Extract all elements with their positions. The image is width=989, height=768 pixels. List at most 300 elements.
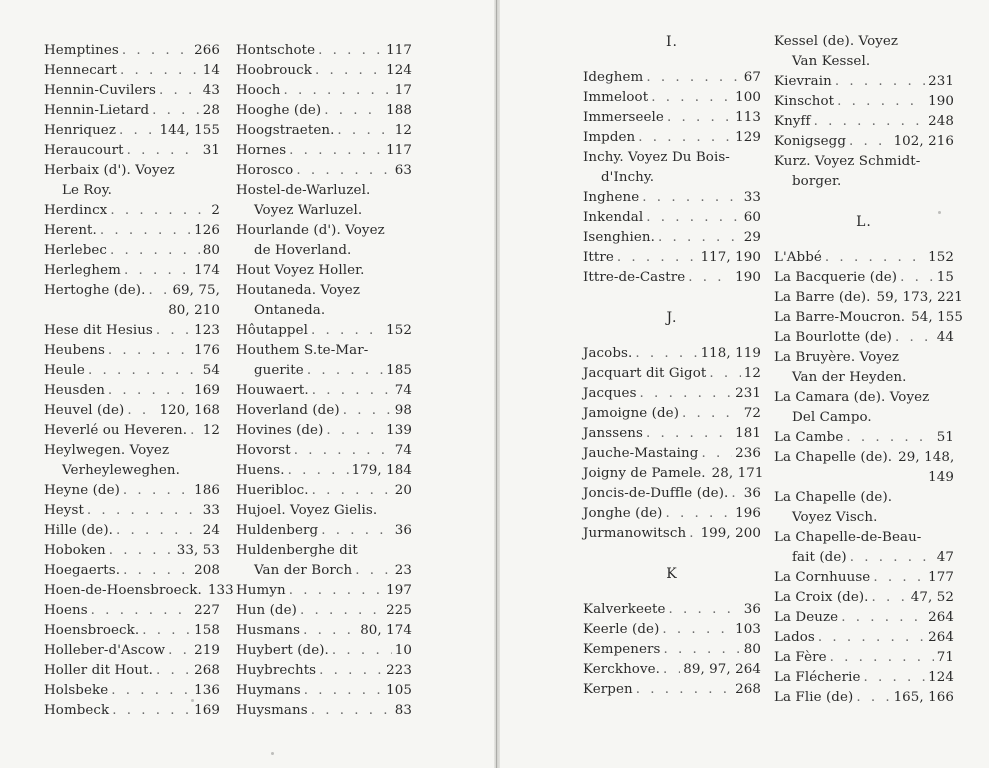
entry-name: Hoens <box>44 603 88 618</box>
index-entry <box>236 441 412 461</box>
entry-name: Heuvel (de) <box>44 403 125 418</box>
dot-leader <box>311 321 383 341</box>
entry-name: Heusden <box>44 383 105 398</box>
entry-name: Herdincx <box>44 203 108 218</box>
entry-name: Kempeners <box>583 642 661 657</box>
index-entry <box>44 201 220 221</box>
entry-name: Huybert (de). <box>236 643 329 658</box>
dot-leader <box>283 81 391 101</box>
section-heading-j: J. <box>666 310 678 326</box>
dot-leader <box>124 261 191 281</box>
entry-name: Knyff <box>774 114 811 129</box>
section-heading-k: K <box>666 566 678 582</box>
index-entry <box>774 288 963 308</box>
dot-leader <box>835 72 925 92</box>
dot-leader <box>617 248 698 268</box>
entry-pages: 231 <box>928 74 954 89</box>
book-gutter <box>494 0 500 768</box>
entry-pages: 102, 216 <box>893 134 954 149</box>
entry-name: Herent. <box>44 223 97 238</box>
entry-pages: 158 <box>194 623 220 638</box>
dot-leader <box>324 101 383 121</box>
index-entry <box>236 181 412 201</box>
dot-leader <box>289 141 383 161</box>
entry-pages: 169 <box>194 383 220 398</box>
entry-pages: 47, 52 <box>910 590 954 605</box>
dot-leader <box>109 541 174 561</box>
index-entry <box>44 341 220 361</box>
index-entry <box>236 121 412 141</box>
dot-leader <box>87 501 200 521</box>
paper-speck <box>271 752 274 755</box>
index-entry <box>774 388 954 408</box>
index-entry <box>774 132 954 152</box>
entry-pages: 176 <box>194 343 220 358</box>
entry-pages: 71 <box>936 650 954 665</box>
entry-name: Jacobs. <box>583 346 633 361</box>
entry-pages: 165, 166 <box>893 690 954 705</box>
index-entry <box>44 621 220 641</box>
index-entry <box>236 581 412 601</box>
entry-name: Inchy. Voyez Du Bois- <box>583 150 730 165</box>
entry-pages: 174 <box>194 263 220 278</box>
index-entry <box>44 461 220 481</box>
dot-leader <box>646 208 741 228</box>
entry-name: Ontaneda. <box>254 303 326 318</box>
index-entry <box>44 281 220 301</box>
index-entry <box>236 401 412 421</box>
dot-leader <box>127 141 200 161</box>
entry-name: La Bruyère. Voyez <box>774 350 900 365</box>
dot-leader <box>110 201 208 221</box>
index-entry <box>236 361 412 381</box>
dot-leader <box>311 701 392 721</box>
entry-pages: 129 <box>735 130 761 145</box>
entry-name: Inkendal <box>583 210 644 225</box>
index-entry <box>236 321 412 341</box>
dot-leader <box>646 424 732 444</box>
index-entry <box>583 444 761 464</box>
entry-name: Heyst <box>44 503 84 518</box>
left-page-column-1 <box>44 41 234 721</box>
entry-pages: 63 <box>394 163 412 178</box>
entry-name: Hennin-Cuvilers <box>44 83 156 98</box>
index-entry <box>236 141 412 161</box>
index-entry <box>774 348 954 368</box>
dot-leader <box>864 668 926 688</box>
index-entry <box>236 301 412 321</box>
entry-pages: 144, 155 <box>159 123 220 138</box>
entry-pages: 181 <box>735 426 761 441</box>
entry-name: La Flie (de) <box>774 690 854 705</box>
dot-leader <box>312 381 392 401</box>
right-page-column-1 <box>583 32 764 700</box>
index-entry <box>774 628 954 648</box>
dot-leader <box>818 628 925 648</box>
dot-leader <box>288 461 349 481</box>
index-entry <box>774 248 954 268</box>
dot-leader <box>658 228 741 248</box>
dot-leader <box>640 384 733 404</box>
index-entry <box>44 701 220 721</box>
entry-name: Hertoghe (de). <box>44 283 146 298</box>
entry-pages: 33, 53 <box>176 543 220 558</box>
index-entry <box>774 72 954 92</box>
dot-leader <box>635 344 697 364</box>
entry-name: La Camara (de). Voyez <box>774 390 930 405</box>
index-entry <box>583 68 761 88</box>
index-entry <box>774 172 954 192</box>
entry-name: Heylwegen. Voyez <box>44 443 170 458</box>
entry-pages: 268 <box>194 663 220 678</box>
entry-pages: 80 <box>202 243 220 258</box>
index-entry <box>583 504 761 524</box>
entry-name: Herbaix (d'). Voyez <box>44 163 175 178</box>
entry-name: La Chapelle-de-Beau- <box>774 530 922 545</box>
index-entry <box>774 52 954 72</box>
index-entry <box>774 468 954 488</box>
index-entry <box>236 201 412 221</box>
dot-leader <box>304 681 383 701</box>
entry-pages: 31 <box>202 143 220 158</box>
dot-leader <box>120 61 200 81</box>
entry-pages: 124 <box>928 670 954 685</box>
index-entry <box>44 561 220 581</box>
dot-leader <box>872 588 908 608</box>
index-entry <box>44 181 220 201</box>
index-entry <box>774 92 954 112</box>
index-entry <box>774 548 954 568</box>
dot-leader <box>112 701 191 721</box>
entry-name: Inghene <box>583 190 640 205</box>
index-entry <box>44 361 220 381</box>
index-entry <box>774 648 954 668</box>
index-entry <box>44 121 220 141</box>
entry-pages: 89, 97, 264 <box>683 662 761 677</box>
index-entry <box>236 481 412 501</box>
entry-pages: 223 <box>386 663 412 678</box>
entry-pages: 67 <box>743 70 761 85</box>
index-entry <box>583 208 761 228</box>
dot-leader <box>850 548 934 568</box>
paper-speck <box>191 699 194 702</box>
index-entry <box>583 484 761 504</box>
dot-leader <box>312 481 392 501</box>
dot-leader <box>315 61 383 81</box>
index-entry <box>774 668 954 688</box>
entry-pages: 60 <box>743 210 761 225</box>
dot-leader <box>319 661 383 681</box>
dot-leader <box>636 680 732 700</box>
index-entry <box>583 384 761 404</box>
entry-pages: 117 <box>386 43 412 58</box>
entry-name: Houwaert. <box>236 383 309 398</box>
entry-name: Jauche-Mastaing <box>583 446 699 461</box>
entry-name: fait (de) <box>792 550 847 565</box>
entry-name: Ideghem <box>583 70 644 85</box>
entry-pages: 36 <box>743 602 761 617</box>
index-entry <box>583 404 761 424</box>
index-entry <box>774 488 954 508</box>
entry-name: Immeloot <box>583 90 649 105</box>
dot-leader <box>651 88 732 108</box>
index-entry <box>236 701 412 721</box>
index-entry <box>583 188 761 208</box>
entry-pages: 133 <box>207 583 234 598</box>
entry-name: La Barre-Moucron. <box>774 310 906 325</box>
index-entry <box>774 408 954 428</box>
entry-name: Hooch <box>236 83 281 98</box>
dot-leader <box>300 601 383 621</box>
entry-pages: 72 <box>743 406 761 421</box>
right-page-column-2 <box>774 32 963 708</box>
index-entry <box>236 461 412 481</box>
entry-pages: 14 <box>202 63 220 78</box>
entry-name: Holleber-d'Ascow <box>44 643 166 658</box>
dot-leader <box>849 132 891 152</box>
entry-name: Hourlande (d'). Voyez <box>236 223 385 238</box>
entry-pages: 12 <box>743 366 761 381</box>
index-entry <box>44 421 220 441</box>
entry-name: d'Inchy. <box>601 170 655 185</box>
entry-name: Hombeck <box>44 703 110 718</box>
entry-name: Hoensbroeck. <box>44 623 140 638</box>
entry-pages: 80, 210 <box>168 303 220 318</box>
entry-pages: 225 <box>386 603 412 618</box>
entry-name: Huysmans <box>236 703 308 718</box>
dot-leader <box>123 481 191 501</box>
index-entry <box>236 41 412 61</box>
entry-pages: 33 <box>743 190 761 205</box>
dot-leader <box>127 401 156 421</box>
entry-pages: 28, 171 <box>711 466 764 481</box>
entry-pages: 169 <box>194 703 220 718</box>
entry-name: Hemptines <box>44 43 119 58</box>
entry-pages: 12 <box>394 123 412 138</box>
index-entry <box>774 268 954 288</box>
entry-pages: 29 <box>743 230 761 245</box>
dot-leader <box>646 68 740 88</box>
entry-pages: 248 <box>928 114 954 129</box>
entry-name: Heyne (de) <box>44 483 120 498</box>
dot-leader <box>168 641 191 661</box>
dot-leader <box>152 101 200 121</box>
dot-leader <box>355 561 392 581</box>
entry-pages: 54 <box>202 363 220 378</box>
index-entry <box>236 381 412 401</box>
entry-pages: 190 <box>735 270 761 285</box>
entry-name: Kerckhove. <box>583 662 661 677</box>
index-entry <box>44 61 220 81</box>
index-entry <box>774 568 954 588</box>
entry-pages: 28 <box>202 103 220 118</box>
entry-name: Kurz. Voyez Schmidt- <box>774 154 921 169</box>
entry-pages: 199, 200 <box>700 526 761 541</box>
entry-name: Huymans <box>236 683 301 698</box>
entry-name: Hontschote <box>236 43 316 58</box>
entry-pages: 197 <box>386 583 412 598</box>
entry-pages: 113 <box>735 110 761 125</box>
entry-name: La Bourlotte (de) <box>774 330 892 345</box>
entry-name: La Cornhuuse <box>774 570 871 585</box>
dot-leader <box>289 581 383 601</box>
entry-pages: 23 <box>394 563 412 578</box>
entry-name: Huldenberg <box>236 523 319 538</box>
entry-name: La Fère <box>774 650 827 665</box>
entry-pages: 17 <box>394 83 412 98</box>
index-entry <box>583 108 761 128</box>
dot-leader <box>148 281 169 301</box>
entry-pages: 152 <box>386 323 412 338</box>
dot-leader <box>156 661 191 681</box>
dot-leader <box>663 640 740 660</box>
index-entry <box>583 600 761 620</box>
index-entry <box>44 161 220 181</box>
dot-leader <box>846 428 933 448</box>
index-entry <box>583 168 761 188</box>
entry-name: Kalverkeete <box>583 602 666 617</box>
index-entry <box>236 501 412 521</box>
index-entry <box>44 81 220 101</box>
index-entry <box>236 341 412 361</box>
index-entry <box>44 41 220 61</box>
entry-pages: 227 <box>194 603 220 618</box>
dot-leader <box>332 641 392 661</box>
entry-name: Verheyleweghen. <box>62 463 180 478</box>
entry-pages: 74 <box>394 443 412 458</box>
entry-name: La Barre (de). <box>774 290 871 305</box>
entry-name: Horosco <box>236 163 294 178</box>
entry-pages: 103 <box>735 622 761 637</box>
entry-name: Holsbeke <box>44 683 109 698</box>
dot-leader <box>156 321 191 341</box>
index-entry <box>44 681 220 701</box>
entry-name: Heverlé ou Heveren. <box>44 423 188 438</box>
entry-name: Hille (de). <box>44 523 114 538</box>
entry-name: Konigsegg <box>774 134 847 149</box>
index-entry <box>236 261 412 281</box>
index-entry <box>44 261 220 281</box>
entry-name: Hennecart <box>44 63 117 78</box>
entry-pages: 196 <box>735 506 761 521</box>
index-entry <box>774 308 963 328</box>
index-entry <box>236 621 412 641</box>
index-entry <box>236 281 412 301</box>
entry-pages: 117, 190 <box>700 250 761 265</box>
index-entry <box>44 481 220 501</box>
entry-name: Hostel-de-Warluzel. <box>236 183 371 198</box>
entry-name: La Bacquerie (de) <box>774 270 898 285</box>
entry-pages: 33 <box>202 503 220 518</box>
entry-pages: 266 <box>194 43 220 58</box>
gutter-fold-line <box>496 0 497 768</box>
index-entry <box>236 81 412 101</box>
dot-leader <box>142 621 191 641</box>
index-entry <box>44 301 220 321</box>
entry-name: Ittre <box>583 250 614 265</box>
index-entry <box>236 101 412 121</box>
dot-leader <box>307 361 383 381</box>
entry-pages: 264 <box>928 610 954 625</box>
dot-leader <box>669 600 741 620</box>
paper-speck <box>938 211 941 214</box>
entry-pages: 74 <box>394 383 412 398</box>
index-entry <box>583 680 761 700</box>
index-entry <box>774 368 954 388</box>
entry-pages: 186 <box>194 483 220 498</box>
entry-name: Van der Borch <box>254 563 353 578</box>
dot-leader <box>326 421 383 441</box>
dot-leader <box>108 341 191 361</box>
index-entry <box>583 424 761 444</box>
entry-name: Herleghem <box>44 263 121 278</box>
entry-pages: 10 <box>394 643 412 658</box>
entry-name: Van Kessel. <box>792 54 871 69</box>
entry-name: Hujoel. Voyez Gielis. <box>236 503 378 518</box>
index-entry <box>44 141 220 161</box>
entry-name: Hovines (de) <box>236 423 324 438</box>
entry-name: Hoegaerts. <box>44 563 121 578</box>
dot-leader <box>123 561 191 581</box>
entry-pages: 179, 184 <box>351 463 412 478</box>
entry-pages: 80, 174 <box>360 623 412 638</box>
entry-pages: 208 <box>194 563 220 578</box>
index-entry <box>583 524 761 544</box>
entry-name: Immerseele <box>583 110 664 125</box>
entry-pages: 188 <box>386 103 412 118</box>
entry-pages: 24 <box>202 523 220 538</box>
entry-pages: 117 <box>386 143 412 158</box>
dot-leader <box>294 441 392 461</box>
dot-leader <box>100 221 191 241</box>
entry-pages: 100 <box>735 90 761 105</box>
entry-name: Huens. <box>236 463 285 478</box>
entry-name: Hout Voyez Holler. <box>236 263 365 278</box>
entry-name: borger. <box>792 174 842 189</box>
index-entry <box>583 88 761 108</box>
entry-name: Herlebec <box>44 243 108 258</box>
index-entry <box>236 641 412 661</box>
dot-leader <box>110 241 200 261</box>
entry-name: Hese dit Hesius <box>44 323 153 338</box>
dot-leader <box>111 681 191 701</box>
entry-name: Hoboken <box>44 543 106 558</box>
entry-name: Huldenberghe dit <box>236 543 358 558</box>
dot-leader <box>841 608 925 628</box>
index-entry <box>583 148 761 168</box>
index-entry <box>44 101 220 121</box>
entry-name: Hun (de) <box>236 603 297 618</box>
entry-pages: 219 <box>194 643 220 658</box>
index-entry <box>583 620 761 640</box>
dot-leader <box>900 268 934 288</box>
entry-name: Joigny de Pamele. <box>583 466 706 481</box>
entry-pages: 149 <box>928 470 954 485</box>
index-entry <box>583 128 761 148</box>
entry-name: Hoen-de-Hoensbroeck. <box>44 583 202 598</box>
index-entry <box>44 641 220 661</box>
entry-name: Ittre-de-Castre <box>583 270 686 285</box>
index-entry <box>774 508 954 528</box>
dot-leader <box>682 404 741 424</box>
entry-name: guerite <box>254 363 304 378</box>
index-entry <box>774 328 954 348</box>
index-entry <box>44 601 220 621</box>
dot-leader <box>642 188 740 208</box>
index-entry <box>583 640 761 660</box>
entry-pages: 29, 148, <box>898 450 955 465</box>
dot-leader <box>837 92 925 112</box>
